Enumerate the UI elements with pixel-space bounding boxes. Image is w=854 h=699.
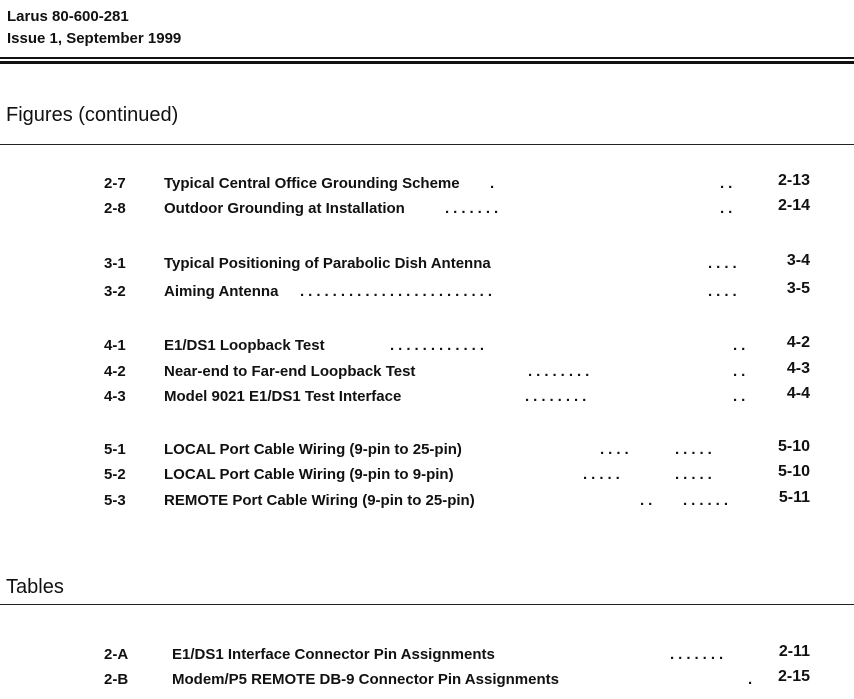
toc-entry [0, 385, 854, 409]
entry-page: 3-4 [786, 252, 810, 269]
entry-title: Near-end to Far-end Loopback Test [164, 363, 416, 380]
leader-dots: ....... [670, 646, 728, 663]
document-number: Larus 80-600-281 [7, 8, 129, 25]
leader-dots: ..... [583, 466, 624, 483]
header-double-rule [0, 57, 854, 64]
entry-title: E1/DS1 Loopback Test [164, 337, 325, 354]
entry-title: Typical Central Office Grounding Scheme [164, 175, 460, 192]
entry-number: 3-1 [104, 255, 126, 272]
leader-dots: .. [720, 200, 737, 217]
leader-dots: . [748, 671, 757, 688]
entry-title: Outdoor Grounding at Installation [164, 200, 405, 217]
entry-number: 5-2 [104, 466, 126, 483]
entry-number: 5-1 [104, 441, 126, 458]
entry-number: 2-7 [104, 175, 126, 192]
toc-entry [0, 463, 854, 487]
figures-heading-rule [0, 144, 854, 145]
leader-dots: . [490, 175, 499, 192]
toc-entry [0, 643, 854, 667]
entry-page: 5-11 [778, 489, 810, 506]
entry-page: 4-3 [786, 360, 810, 377]
entry-title: Aiming Antenna [164, 283, 279, 300]
tables-heading: Tables [6, 576, 64, 598]
entry-number: 2-8 [104, 200, 126, 217]
entry-page: 4-4 [786, 385, 810, 402]
leader-dots: .. [733, 363, 750, 380]
entry-title: Typical Positioning of Parabolic Dish Antenna [164, 255, 491, 272]
leader-dots: .... [708, 283, 741, 300]
leader-dots: ..... [675, 466, 716, 483]
leader-dots: ............ [390, 337, 489, 354]
entry-number: 4-2 [104, 363, 126, 380]
toc-entry [0, 438, 854, 462]
entry-number: 2-B [104, 671, 129, 688]
entry-page: 5-10 [777, 438, 810, 455]
entry-number: 3-2 [104, 283, 126, 300]
leader-dots: .... [600, 441, 633, 458]
entry-number: 4-1 [104, 337, 126, 354]
toc-entry [0, 197, 854, 221]
leader-dots: ....... [445, 200, 503, 217]
tables-heading-rule [0, 604, 854, 605]
entry-page: 4-2 [786, 334, 810, 351]
entry-title: Modem/P5 REMOTE DB-9 Connector Pin Assignments [172, 671, 559, 688]
entry-number: 5-3 [104, 492, 126, 509]
leader-dots: ...... [683, 492, 733, 509]
entry-page: 2-14 [777, 197, 810, 214]
entry-page: 5-10 [777, 463, 810, 480]
toc-entry [0, 280, 854, 304]
leader-dots: .. [733, 388, 750, 405]
document-header [7, 6, 181, 50]
toc-entry [0, 172, 854, 196]
toc-entry [0, 668, 854, 692]
leader-dots: .. [640, 492, 657, 509]
toc-entry [0, 334, 854, 358]
entry-title: E1/DS1 Interface Connector Pin Assignments [172, 646, 495, 663]
leader-dots: ........ [525, 388, 591, 405]
entry-page: 3-5 [786, 280, 810, 297]
leader-dots: .. [733, 337, 750, 354]
toc-entry [0, 360, 854, 384]
toc-entry [0, 252, 854, 276]
figures-heading: Figures (continued) [6, 104, 179, 126]
entry-number: 4-3 [104, 388, 126, 405]
leader-dots: ........ [528, 363, 594, 380]
leader-dots: .... [708, 255, 741, 272]
issue-date: Issue 1, September 1999 [7, 30, 182, 47]
entry-title: LOCAL Port Cable Wiring (9-pin to 9-pin) [164, 466, 454, 483]
entry-page: 2-13 [777, 172, 810, 189]
leader-dots: ........................ [300, 283, 497, 300]
leader-dots: .. [720, 175, 737, 192]
entry-title: REMOTE Port Cable Wiring (9-pin to 25-pin) [164, 492, 475, 509]
entry-number: 2-A [104, 646, 129, 663]
entry-title: LOCAL Port Cable Wiring (9-pin to 25-pin) [164, 441, 462, 458]
leader-dots: ..... [675, 441, 716, 458]
entry-page: 2-11 [778, 643, 810, 660]
entry-page: 2-15 [777, 668, 810, 685]
entry-title: Model 9021 E1/DS1 Test Interface [164, 388, 402, 405]
toc-entry [0, 489, 854, 513]
